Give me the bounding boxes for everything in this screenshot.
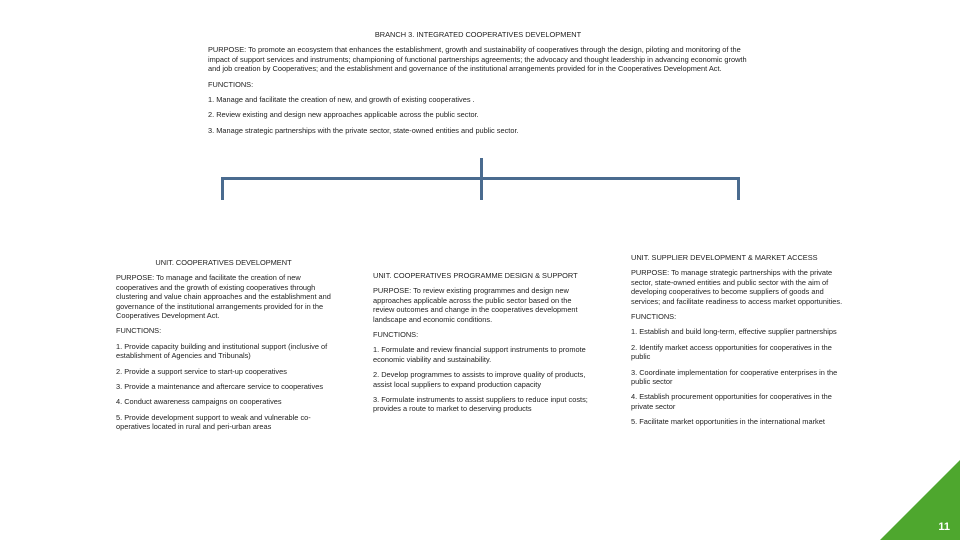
unit-function: 2. Identify market access opportunities for cooperatives in the public [631,342,832,362]
unit-function: 1. Establish and build long-term, effective supplier partnerships [631,327,837,337]
unit-cooperatives-development [116,258,331,438]
branch-function: 1. Manage and facilitate the creation of new, and growth of existing cooperatives . [208,95,475,105]
branch-title: BRANCH 3. INTEGRATED COOPERATIVES DEVELOPMENT [374,30,582,39]
branch-block [208,30,748,141]
unit-function: 5. Facilitate market opportunities in the international market [631,417,825,427]
unit-title: UNIT. COOPERATIVES DEVELOPMENT [155,258,292,267]
unit-programme-design [373,271,591,420]
unit-function: 5. Provide development support to weak and vulnerable co-operatives located in rural and peri-urban areas [116,412,311,432]
unit-title: UNIT. SUPPLIER DEVELOPMENT & MARKET ACCESS [631,253,818,262]
branch-purpose: PURPOSE: To promote an ecosystem that enhances the establishment, growth and sustainability of cooperatives through the design, piloting and monitoring of the impact of support services and instruments; championing of functional partnerships agreements; the advocacy and thought leadership in advancing economic growth and job creation by Cooperatives; and the establishment and governance of the institutional arrangements provided for in the Cooperatives Development Act. [208,45,747,74]
unit-function: 3. Provide a maintenance and aftercare service to cooperatives [116,382,324,392]
unit-function: 2. Provide a support service to start-up cooperatives [116,366,287,376]
unit-function: 3. Coordinate implementation for cooperative enterprises in the public sector [631,367,838,387]
unit-functions-label: FUNCTIONS: [116,326,162,336]
unit-functions-label: FUNCTIONS: [373,330,419,340]
unit-functions-label: FUNCTIONS: [631,312,677,322]
branch-function: 3. Manage strategic partnerships with the private sector, state-owned entities and public sector. [208,125,519,135]
unit-title: UNIT. COOPERATIVES PROGRAMME DESIGN & SUPPORT [373,271,578,280]
unit-function: 1. Provide capacity building and institutional support (inclusive of establishment of Agencies and Tribunals) [116,341,328,361]
connector-left [221,177,224,200]
unit-function: 4. Establish procurement opportunities for cooperatives in the private sector [631,392,832,411]
branch-functions-label: FUNCTIONS: [208,79,254,89]
unit-function: 4. Conduct awareness campaigns on cooperatives [116,397,282,407]
unit-function: 2. Develop programmes to assists to improve quality of products, assist local suppliers to expand production capacity [373,370,586,389]
page-number: 11 [938,520,950,533]
unit-function: 1. Formulate and review financial support instruments to promote economic viability and sustainability. [373,345,586,364]
unit-supplier-development [631,253,843,433]
unit-function: 3. Formulate instruments to assist suppliers to reduce input costs; provides a route to market to deserving products [373,395,588,414]
connector-right [737,177,740,200]
branch-function: 2. Review existing and design new approaches applicable across the public sector. [208,110,479,120]
unit-purpose: PURPOSE: To manage strategic partnerships with the private sector, state-owned entities and public sector with the aim of developing cooperatives to become suppliers of goods and services; and facilitate readiness to access market opportunities. [631,268,843,306]
unit-purpose: PURPOSE: To review existing programmes and design new approaches applicable across the public sector based on the review outcomes and change in the cooperatives development landscape and economic conditions. [373,286,578,324]
connector-bar [221,177,740,180]
unit-purpose: PURPOSE: To manage and facilitate the creation of new cooperatives and the growth of existing cooperatives through clustering and value chain approaches and the establishment and governance of the institutional arrangements provided for in the Cooperatives Development Act. [116,273,331,321]
